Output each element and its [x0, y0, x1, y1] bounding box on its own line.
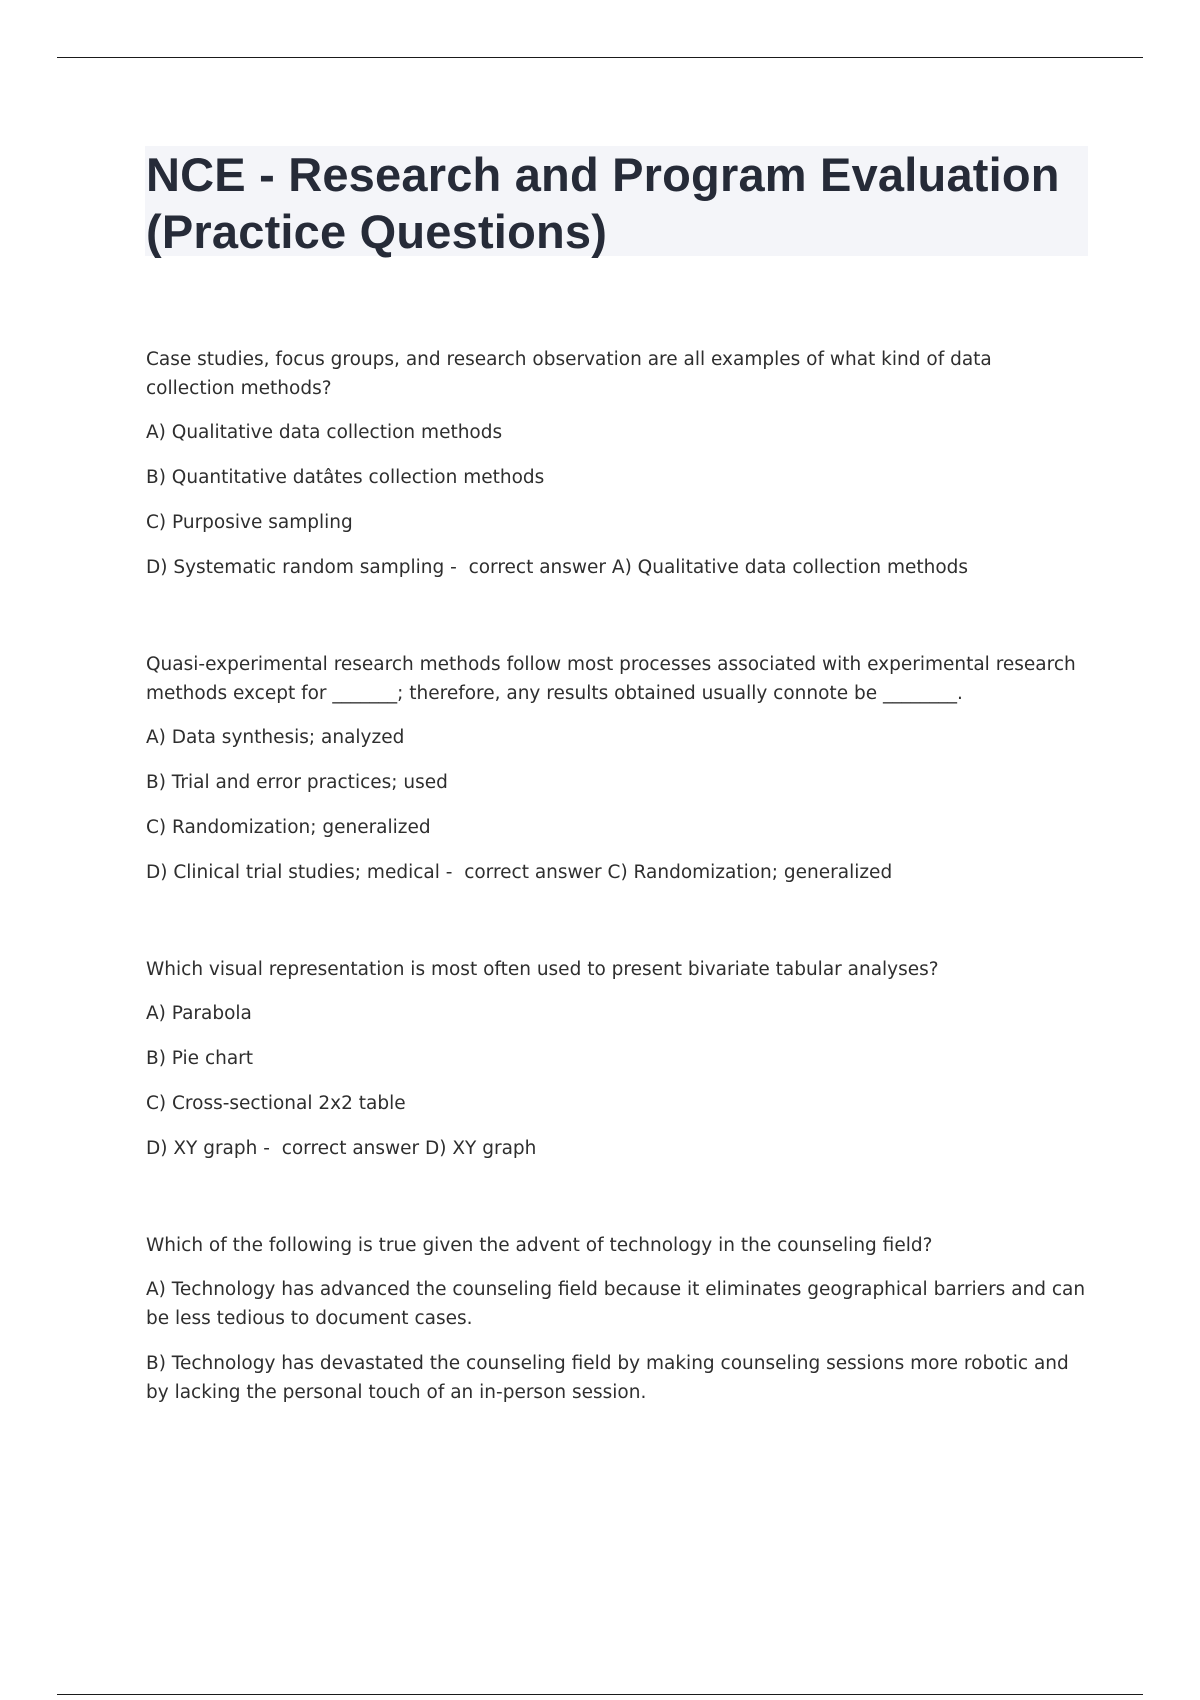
question-text: Which of the following is true given the advent of technology in the counseling field? [146, 1235, 933, 1256]
top-rule [57, 57, 1143, 58]
option-b: B) Quantitative datâtes collection methods [146, 467, 545, 488]
answer-separator: - [257, 1138, 282, 1159]
answer-separator: - [444, 557, 469, 578]
option-d: D) Systematic random sampling [146, 557, 445, 578]
option-a: A) Technology has advanced the counseling field because it eliminates geographical barriers and can be less tedious to document cases. [146, 1279, 1086, 1329]
option-c: C) Purposive sampling [146, 512, 353, 533]
option-d: D) XY graph [146, 1138, 258, 1159]
option-b: B) Trial and error practices; used [146, 772, 448, 793]
question-1 [146, 345, 1086, 582]
question-list [146, 345, 1086, 1475]
option-d-with-answer [146, 858, 1086, 887]
option-b: B) Technology has devastated the counseling field by making counseling sessions more robotic and by lacking the personal touch of an in-person session. [146, 1353, 1069, 1403]
option-d-with-answer [146, 553, 1086, 582]
option-a: A) Data synthesis; analyzed [146, 727, 405, 748]
option-a: A) Qualitative data collection methods [146, 422, 503, 443]
question-4 [146, 1231, 1086, 1407]
option-a: A) Parabola [146, 1003, 252, 1024]
correct-answer: correct answer C) Randomization; generalized [464, 862, 893, 883]
option-c: C) Cross-sectional 2x2 table [146, 1093, 406, 1114]
question-3 [146, 955, 1086, 1163]
page-title: NCE - Research and Program Evaluation (Practice Questions) [146, 148, 1060, 258]
question-text: Case studies, focus groups, and research observation are all examples of what kind of data collection methods? [146, 349, 992, 399]
option-d: D) Clinical trial studies; medical [146, 862, 440, 883]
question-text: Quasi-experimental research methods follow most processes associated with experimental research methods except for _______; therefore, any results obtained usually connote be ________. [146, 654, 1076, 704]
question-text: Which visual representation is most often used to present bivariate tabular analyses? [146, 959, 939, 980]
correct-answer: correct answer D) XY graph [281, 1138, 537, 1159]
option-b: B) Pie chart [146, 1048, 254, 1069]
question-2 [146, 650, 1086, 887]
correct-answer: correct answer A) Qualitative data collection methods [468, 557, 969, 578]
bottom-rule [57, 1694, 1143, 1695]
option-c: C) Randomization; generalized [146, 817, 431, 838]
option-d-with-answer [146, 1134, 1086, 1163]
answer-separator: - [439, 862, 465, 883]
